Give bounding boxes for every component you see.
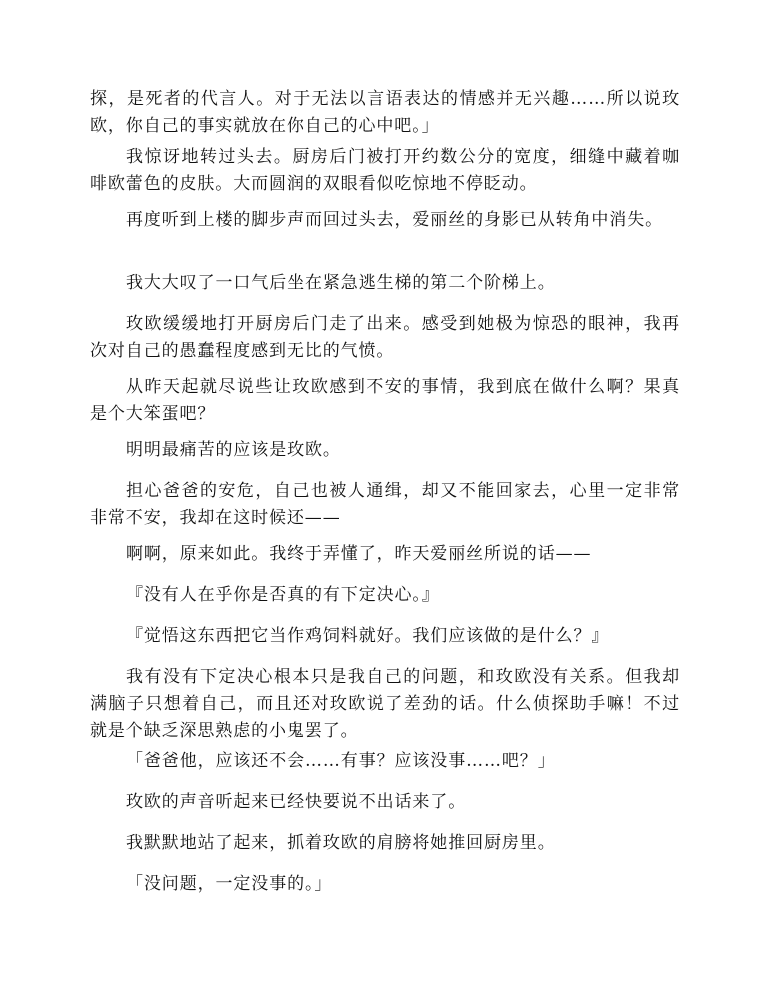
paragraph: 我有没有下定决心根本只是我自己的问题，和玫欧没有关系。但我却满脑子只想着自己，而且还对玫欧说了差劲的话。什么侦探助手嘛！不过就是个缺乏深思熟虑的小鬼罢了。 <box>90 667 680 741</box>
quote-paragraph: 『没有人在乎你是否真的有下定决心。』 <box>126 585 440 605</box>
paragraph: 啊啊，原来如此。我终于弄懂了，昨天爱丽丝所说的话—— <box>126 544 592 564</box>
paragraph: 我默默地站了起来，抓着玫欧的肩膀将她推回厨房里。 <box>126 833 556 853</box>
paragraph: 玫欧的声音听起来已经快要说不出话来了。 <box>126 792 467 812</box>
paragraph: 我大大叹了一口气后坐在紧急逃生梯的第二个阶梯上。 <box>126 273 556 293</box>
dialogue-paragraph: 「爸爸他，应该还不会……有事？应该没事……吧？」 <box>126 751 556 771</box>
paragraph: 明明最痛苦的应该是玫欧。 <box>126 440 341 460</box>
paragraph: 从昨天起就尽说些让玫欧感到不安的事情，我到底在做什么啊？果真是个大笨蛋吧？ <box>90 377 680 424</box>
paragraph-continuation: 探，是死者的代言人。对于无法以言语表达的情感并无兴趣……所以说玫欧，你自己的事实就放在你自己的心中吧。」 <box>90 89 680 136</box>
paragraph: 玫欧缓缓地打开厨房后门走了出来。感受到她极为惊恐的眼神，我再次对自己的愚蠢程度感到无比的气愤。 <box>90 314 680 361</box>
quote-paragraph: 『觉悟这东西把它当作鸡饲料就好。我们应该做的是什么？』 <box>126 626 610 646</box>
paragraph: 我惊讶地转过头去。厨房后门被打开约数公分的宽度，细缝中藏着咖啡欧蕾色的皮肤。大而圆润的双眼看似吃惊地不停眨动。 <box>90 147 680 194</box>
paragraph: 再度听到上楼的脚步声而回过头去，爱丽丝的身影已从转角中消失。 <box>126 210 663 230</box>
paragraph: 担心爸爸的安危，自己也被人通缉，却又不能回家去，心里一定非常非常不安，我却在这时候还—— <box>90 481 680 528</box>
dialogue-paragraph: 「没问题，一定没事的。」 <box>126 874 333 894</box>
